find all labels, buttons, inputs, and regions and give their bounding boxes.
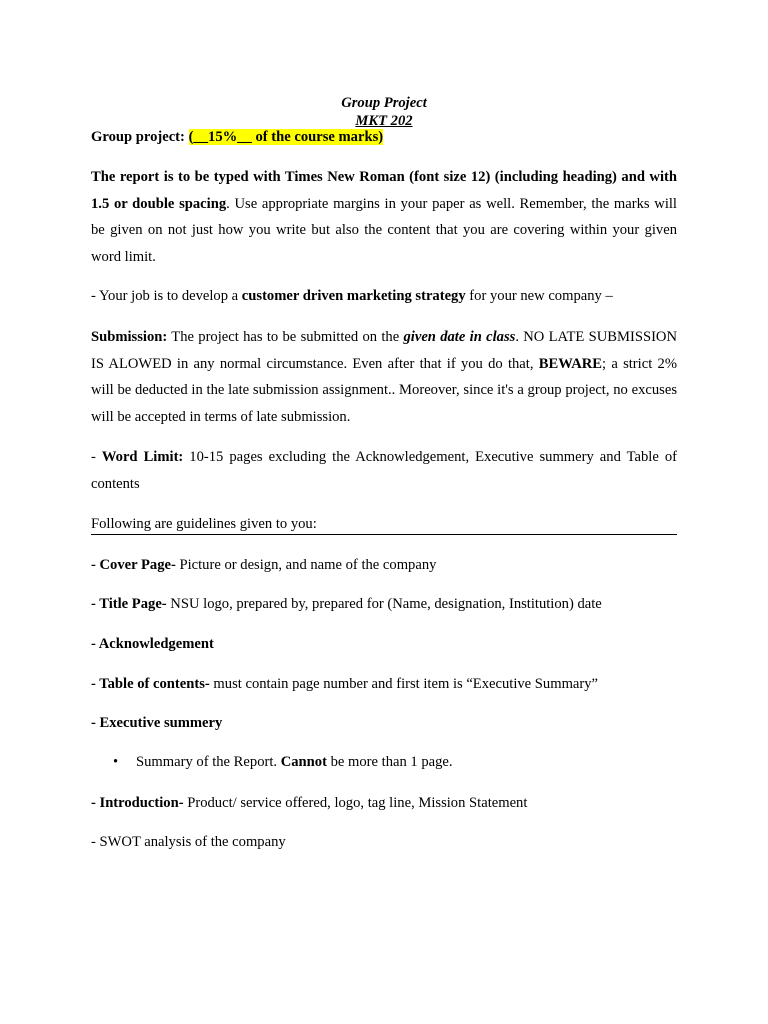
toc-label: - Table of contents- (91, 676, 210, 692)
job-line (91, 288, 677, 305)
document-title: Group Project (341, 95, 427, 111)
cover-text: Picture or design, and name of the company (175, 557, 437, 573)
word-limit-paragraph (91, 444, 677, 497)
bullet-icon: • (113, 754, 119, 770)
toc-text: must contain page number and first item is “Executive Summary” (209, 676, 599, 692)
marks-highlight: (__15%__ of the course marks) (188, 129, 384, 145)
exec-bullet-t1: Summary of the Report. (136, 754, 281, 770)
guideline-introduction (91, 795, 677, 812)
guideline-table-of-contents (91, 676, 677, 693)
marks-label: Group project: (91, 129, 189, 145)
job-post: for your new company – (465, 288, 613, 304)
intro-label: - Introduction- (91, 795, 184, 811)
word-limit-text: 10-15 pages excluding the Acknowledgement, Executive summery and Table of contents (91, 449, 677, 492)
format-paragraph (91, 164, 677, 271)
guideline-executive-summery: - Executive summery (91, 715, 223, 731)
submission-label: Submission: (91, 329, 168, 345)
job-bold: customer driven marketing strategy (241, 288, 466, 304)
guidelines-heading: Following are guidelines given to you: (91, 514, 677, 535)
guideline-acknowledgement: - Acknowledgement (91, 636, 214, 652)
format-rest: . Use appropriate margins in your paper as well. Remember, the marks will be given on not just how you write but also the content that you are covering within your given word limit. (91, 195, 677, 266)
submission-t2: . NO LATE SUBMISSION IS ALOWED in any normal circumstance. Even after that if you do that, (91, 329, 678, 372)
format-bold: The report is to be typed with Times New Roman (font size 12) (including heading) and with 1.5 or double spacing (91, 169, 677, 212)
submission-t3: ; a strict 2% will be deducted in the late submission assignment.. Moreover, since it's a group project, no excuses will be accepted in terms of late submission. (91, 355, 677, 426)
job-pre: - Your job is to develop a (91, 288, 242, 304)
title-page-text: NSU logo, prepared by, prepared for (Name, designation, Institution) date (166, 596, 602, 612)
submission-beware: BEWARE (538, 355, 603, 372)
submission-paragraph (91, 324, 677, 431)
intro-text: Product/ service offered, logo, tag line, Mission Statement (183, 795, 528, 811)
submission-emph: given date in class (403, 329, 516, 345)
cover-label: - Cover Page- (91, 557, 176, 573)
title-page-label: - Title Page- (91, 596, 167, 612)
course-code (0, 113, 768, 129)
exec-bullet-item (136, 754, 677, 771)
course-code-text: MKT 202 (355, 113, 413, 129)
guideline-cover-page (91, 557, 677, 574)
guideline-title-page (91, 596, 677, 613)
submission-t1: The project has to be submitted on the (167, 329, 404, 345)
exec-bullet-t2: be more than 1 page. (326, 754, 453, 770)
guideline-swot: - SWOT analysis of the company (91, 834, 286, 850)
marks-line (91, 129, 677, 146)
word-limit-dash: - (91, 449, 102, 465)
word-limit-label: Word Limit: (101, 449, 184, 465)
exec-bullet-bold: Cannot (280, 754, 327, 770)
